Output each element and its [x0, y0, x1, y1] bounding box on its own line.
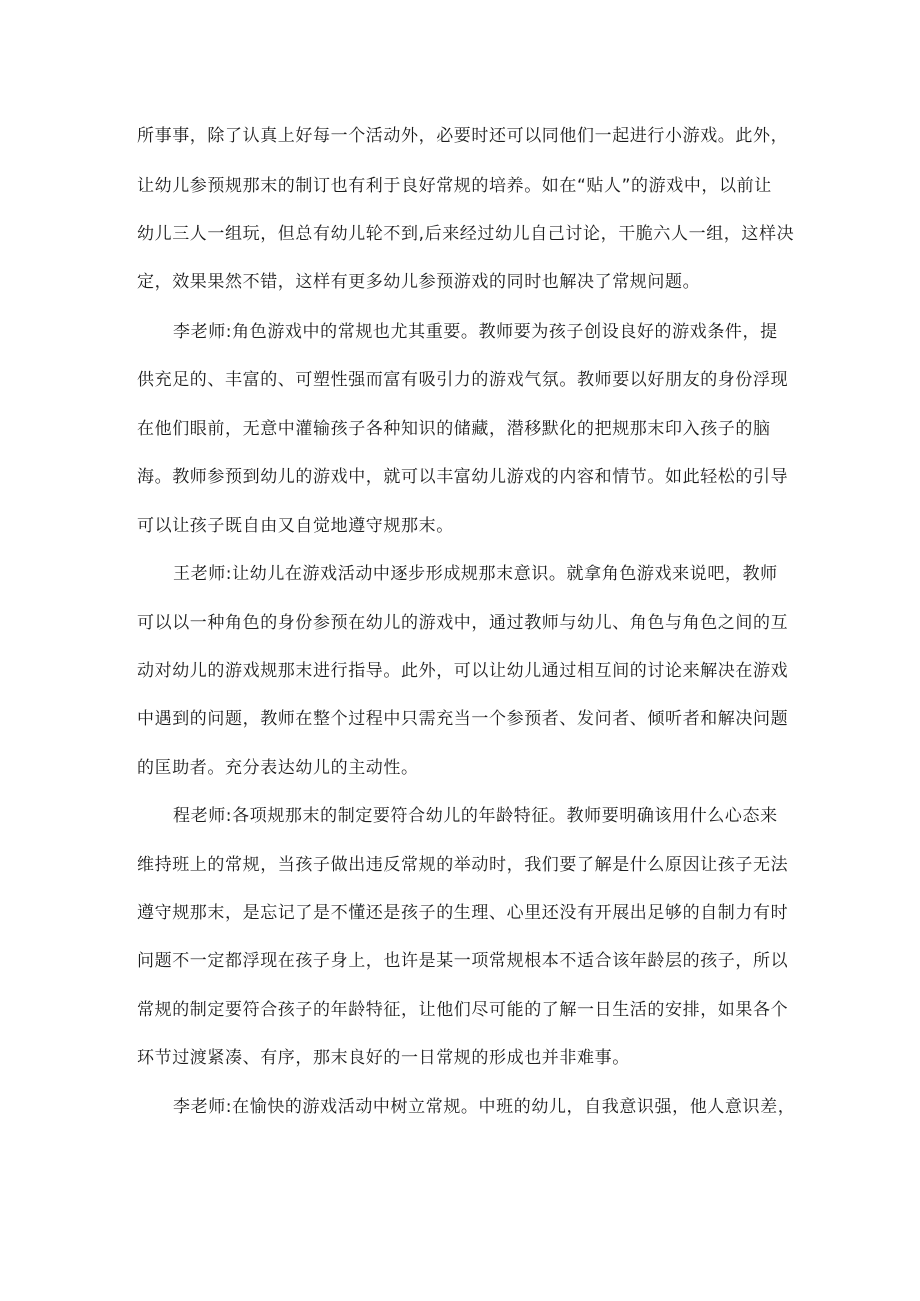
- text-line: 在他们眼前，无意中灌输孩子各种知识的储藏，潜移默化的把规那末印入孩子的脑: [137, 419, 771, 439]
- text-line: 海。教师参预到幼儿的游戏中，就可以丰富幼儿游戏的内容和情节。如此轻松的引导: [137, 467, 789, 487]
- paragraph-first-line: 李老师:角色游戏中的常规也尤其重要。教师要为孩子创设良好的游戏条件，提: [173, 322, 778, 342]
- paragraph-first-line: 程老师:各项规那末的制定要符合幼儿的年龄特征。教师要明确该用什么心态来: [173, 806, 778, 826]
- text-line: 定，效果果然不错，这样有更多幼儿参预游戏的同时也解决了常规问题。: [137, 272, 701, 292]
- text-line: 问题不一定都浮现在孩子身上，也许是某一项常规根本不适合该年龄层的孩子，所以: [137, 951, 789, 971]
- text-line: 可以让孩子既自由又自觉地遵守规那末。: [137, 516, 454, 536]
- text-line: 可以以一种角色的身份参预在幼儿的游戏中，通过教师与幼儿、角色与角色之间的互: [137, 613, 789, 633]
- text-line: 中遇到的问题，教师在整个过程中只需充当一个参预者、发问者、倾听者和解决问题: [137, 709, 789, 729]
- text-line: 幼儿三人一组玩，但总有幼儿轮不到,后来经过幼儿自己讨论，干脆六人一组，这样决: [137, 224, 795, 244]
- paragraph-first-line: 李老师:在愉快的游戏活动中树立常规。中班的幼儿，自我意识强，他人意识差，: [173, 1097, 796, 1117]
- text-line: 遵守规那末，是忘记了是不懂还是孩子的生理、心里还没有开展出足够的自制力有时: [137, 903, 789, 923]
- text-line: 的匡助者。充分表达幼儿的主动性。: [137, 758, 419, 778]
- paragraph-first-line: 王老师:让幼儿在游戏活动中逐步形成规那末意识。就拿角色游戏来说吧，教师: [173, 564, 778, 584]
- text-line: 所事事，除了认真上好每一个活动外，必要时还可以同他们一起进行小游戏。此外，: [137, 126, 789, 146]
- text-line: 常规的制定要符合孩子的年龄特征，让他们尽可能的了解一日生活的安排，如果各个: [137, 1000, 789, 1020]
- text-line: 让幼儿参预规那末的制订也有利于良好常规的培养。如在“贴人”的游戏中，以前让: [137, 176, 772, 196]
- text-line: 动对幼儿的游戏规那末进行指导。此外，可以让幼儿通过相互间的讨论来解决在游戏: [137, 661, 789, 681]
- text-line: 环节过渡紧凑、有序，那末良好的一日常规的形成也并非难事。: [137, 1048, 630, 1068]
- text-line: 维持班上的常规，当孩子做出违反常规的举动时，我们要了解是什么原因让孩子无法: [137, 855, 789, 875]
- text-line: 供充足的、丰富的、可塑性强而富有吸引力的游戏气氛。教师要以好朋友的身份浮现: [137, 370, 789, 390]
